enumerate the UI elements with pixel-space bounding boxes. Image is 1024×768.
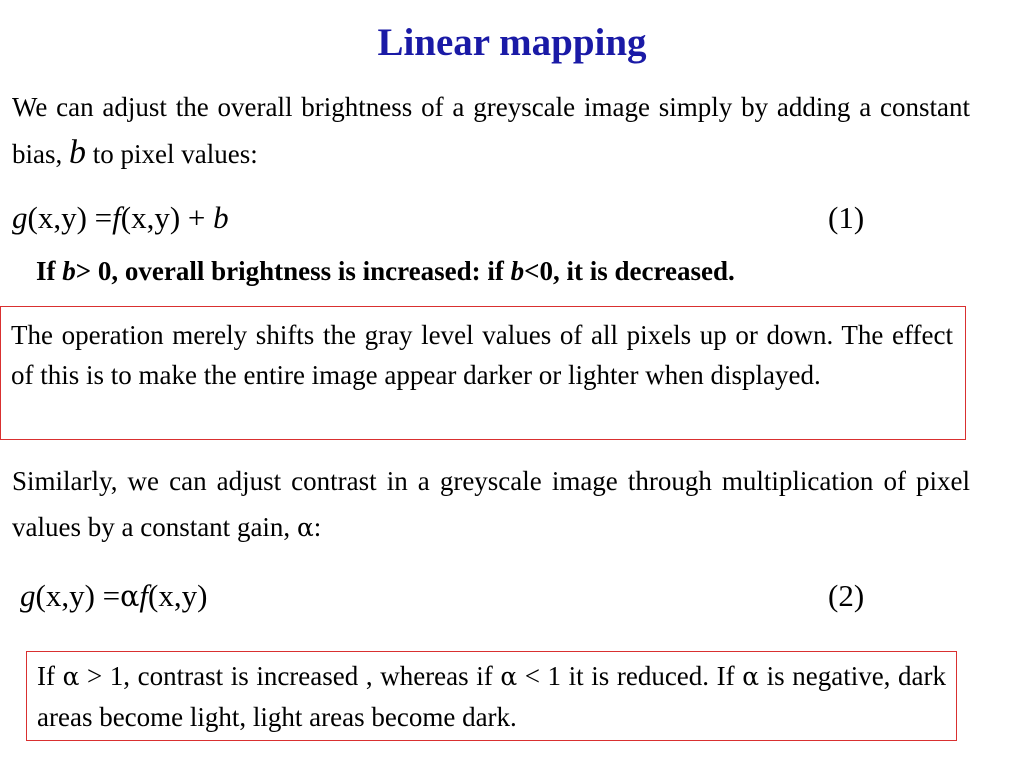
intro-text-end: to pixel values: (86, 139, 258, 169)
eq2-g: g (20, 578, 36, 613)
equation-2-number: (2) (828, 578, 865, 613)
intro-text: We can adjust the overall brightness of a greyscale image simply by adding a constant bias, (12, 92, 970, 169)
eq2-equals: = (94, 578, 121, 613)
eq1-equals: = (86, 200, 113, 235)
eq2-lhs-args: (x,y) (35, 578, 95, 613)
brightness-rule-b: b (62, 256, 76, 286)
brightness-rule-b: b (510, 256, 525, 286)
shift-explanation-box: The operation merely shifts the gray level values of all pixels up or down. The effect of this is to make the entire image appear darker or lighter when displayed. (0, 306, 966, 440)
eq2-rhs-args: (x,y) (148, 578, 208, 613)
eq2-f: f (139, 578, 149, 613)
bias-variable: b (69, 134, 86, 171)
eq1-lhs-args: (x,y) (27, 200, 87, 235)
contrast-box-part: is negative, dark areas become light, light areas become dark. (37, 661, 946, 732)
eq1-rhs-args: (x,y) (120, 200, 181, 235)
contrast-explanation-box (26, 651, 957, 741)
brightness-rule-part: <0, it is decreased. (524, 256, 735, 286)
eq2-alpha: α (120, 580, 140, 613)
alpha-symbol: α (500, 662, 518, 691)
slide-title: Linear mapping (377, 21, 647, 64)
contrast-box-part: > 1, contrast is increased , whereas if (79, 661, 501, 691)
equation-1-number: (1) (828, 200, 865, 235)
eq1-b: b (213, 200, 229, 235)
contrast-box-part: < 1 it is reduced. If (517, 661, 743, 691)
equation-2 (20, 578, 207, 614)
brightness-rule-part: If (36, 256, 63, 286)
equation-1 (12, 200, 229, 236)
contrast-text: Similarly, we can adjust contrast in a greyscale image through multiplication of pixel values by a constant gain, (12, 466, 970, 542)
eq1-g: g (12, 200, 28, 235)
eq1-f: f (112, 200, 121, 235)
contrast-box-part: If (37, 661, 63, 691)
contrast-paragraph (12, 458, 970, 551)
brightness-rule-part: > 0, overall brightness is increased: if (75, 256, 511, 286)
brightness-rule (36, 256, 735, 287)
alpha-symbol: α (62, 662, 80, 691)
alpha-symbol: α (742, 662, 760, 691)
eq1-plus: + (180, 200, 214, 235)
intro-paragraph (12, 84, 970, 177)
contrast-text-end: : (313, 512, 322, 542)
alpha-symbol: α (296, 513, 314, 542)
